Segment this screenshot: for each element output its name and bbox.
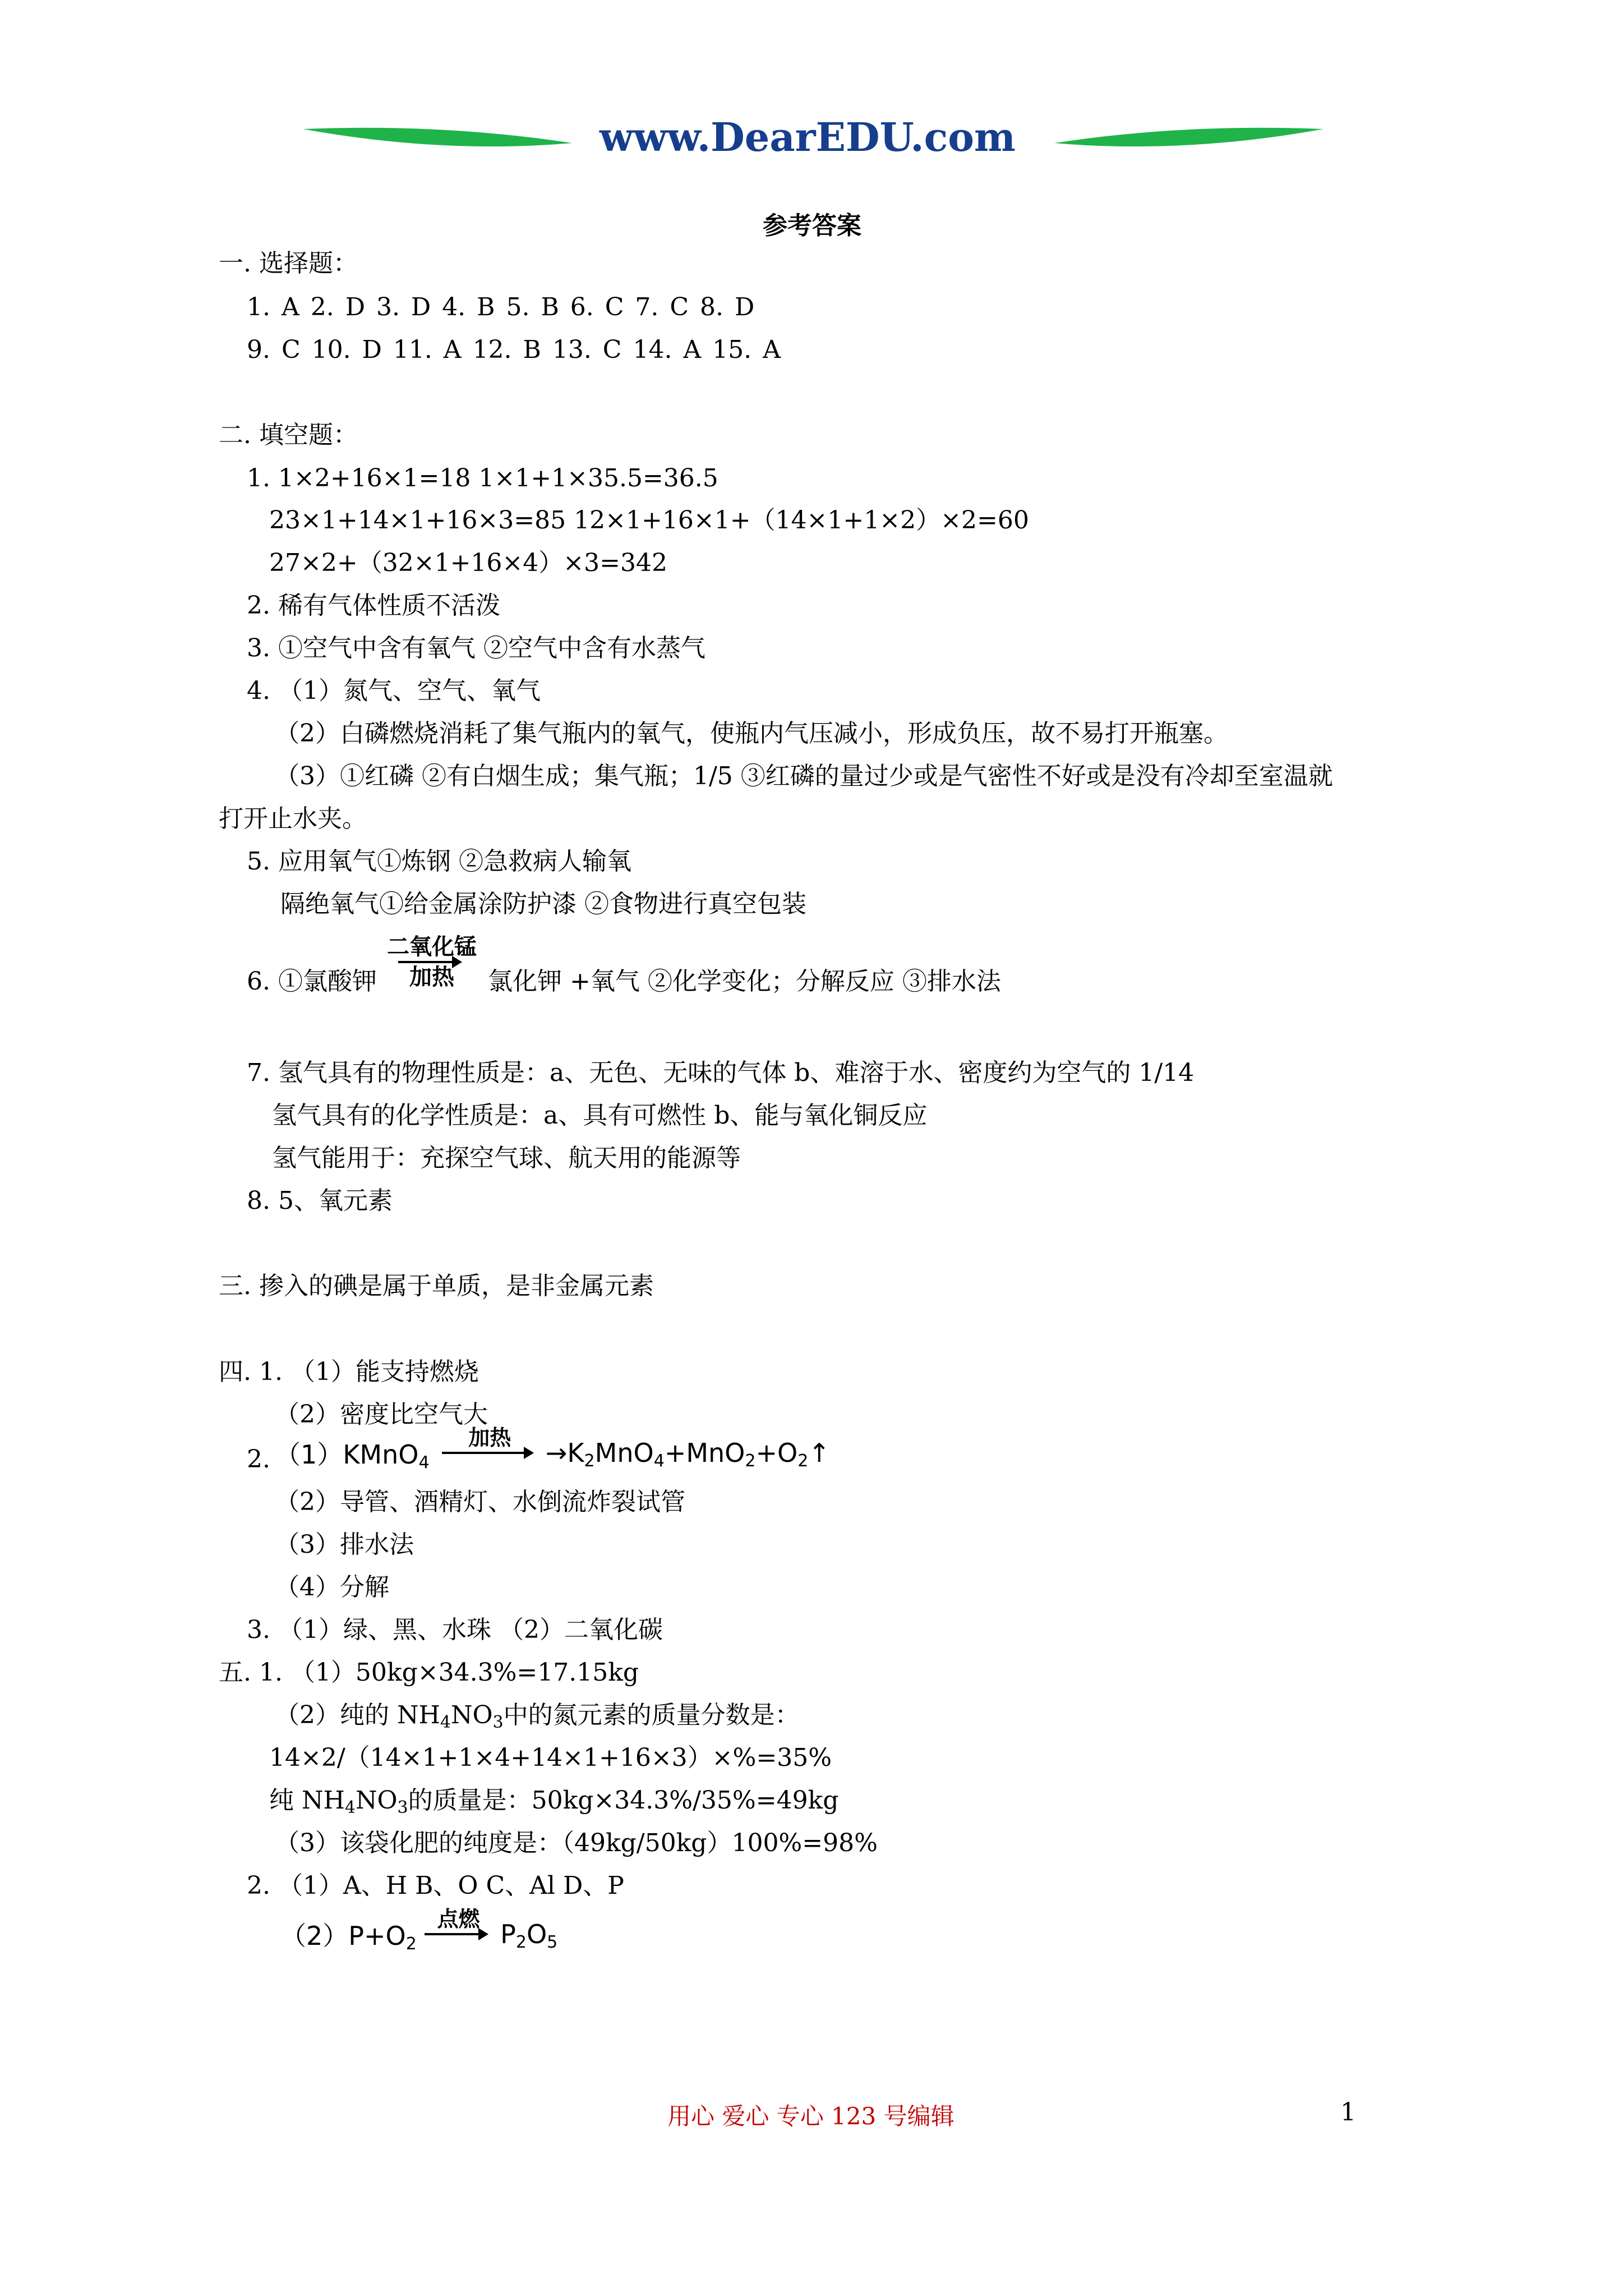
equation-p-o2 xyxy=(280,1906,557,1968)
section-3: 三. 掺入的碘是属于单质，是非金属元素 xyxy=(219,1272,654,1300)
section-4-2d: （4）分解 xyxy=(275,1573,389,1602)
section-5-2a: 2. （1）A、H B、O C、Al D、P xyxy=(247,1871,624,1900)
fill-8: 8. 5、氧元素 xyxy=(247,1186,393,1215)
condition-label: 加热 xyxy=(409,964,454,990)
fill-7c: 氢气能用于：充探空气球、航天用的能源等 xyxy=(272,1144,741,1172)
section-4-1b: （2）密度比空气大 xyxy=(275,1400,488,1429)
fill-7a: 7. 氢气具有的物理性质是：a、无色、无味的气体 b、难溶于水、密度约为空气的 1/14 xyxy=(247,1059,1195,1087)
fill-4d: 打开止水夹。 xyxy=(219,804,367,833)
page-number: 1 xyxy=(1340,2098,1356,2127)
eq-condition: 加热 xyxy=(468,1425,511,1450)
fill-5b: 隔绝氧气①给金属涂防护漆 ②食物进行真空包装 xyxy=(280,890,806,918)
section-5-1a: 五. 1. （1）50kg×34.3%=17.15kg xyxy=(219,1658,639,1687)
fill-4a: 4. （1）氮气、空气、氧气 xyxy=(247,677,541,705)
fill-6-pre: 6. ①氯酸钾 xyxy=(247,967,377,996)
catalyst-label: 二氧化锰 xyxy=(387,934,477,960)
site-logo-text: www.DearEDU.com xyxy=(599,114,1016,160)
reaction-arrow-6 xyxy=(381,934,482,990)
fill-1c: 27×2+（32×1+16×4）×3=342 xyxy=(269,549,667,577)
fill-5a: 5. 应用氧气①炼钢 ②急救病人输氧 xyxy=(247,847,631,876)
section-2-title: 二. 填空题： xyxy=(219,421,358,449)
section-5-1b: （2）纯的 $NH_4NO_3$中的氮元素的质量分数是： xyxy=(275,1701,800,1732)
section-4-3: 3. （1）绿、黑、水珠 （2）二氧化碳 xyxy=(247,1616,663,1644)
fill-4c: （3）①红磷 ②有白烟生成；集气瓶；1/5 ③红磷的量过少或是气密性不好或是没有冷却至室温就 xyxy=(275,762,1333,790)
section-4-2a-num: 2. xyxy=(247,1445,270,1474)
eq2-product: $P_2O_5$ xyxy=(500,1919,558,1952)
fill-6-post: 氯化钾 +氧气 ②化学变化；分解反应 ③排水法 xyxy=(488,967,1001,996)
section-5-1c: 14×2/（14×1+1×4+14×1+16×3）×%=35% xyxy=(269,1743,832,1772)
eq-reactant: （1）KMnO$_4$ xyxy=(275,1439,430,1473)
footer-credit: 用心 爱心 专心 123 号编辑 xyxy=(667,2102,955,2130)
eq2-condition: 点燃 xyxy=(437,1907,480,1931)
section-5-1d: 纯 $NH_4NO_3$的质量是：50kg×34.3%/35%=49kg xyxy=(269,1786,839,1818)
fill-4b: （2）白磷燃烧消耗了集气瓶内的氧气，使瓶内气压减小，形成负压，故不易打开瓶塞。 xyxy=(275,719,1228,748)
eq2-reactants: $(2)P+O_2$ xyxy=(280,1921,417,1954)
page-title: 参考答案 xyxy=(763,211,861,240)
fill-1a: 1. 1×2+16×1=18 1×1+1×35.5=36.5 xyxy=(247,464,718,493)
section-4-2c: （3）排水法 xyxy=(275,1530,414,1559)
answer-row-1: 1. A 2. D 3. D 4. B 5. B 6. C 7. C 8. D xyxy=(247,293,755,321)
eq2-arrow xyxy=(425,1906,492,1962)
equation-kmno4 xyxy=(275,1425,830,1487)
section-4-1a: 四. 1. （1）能支持燃烧 xyxy=(219,1358,479,1386)
answer-row-2: 9. C 10. D 11. A 12. B 13. C 14. A 15. A xyxy=(247,335,781,364)
section-1-title: 一. 选择题： xyxy=(219,249,358,278)
eq-arrow xyxy=(442,1425,537,1481)
fill-1b: 23×1+14×1+16×3=85 12×1+16×1+（14×1+1×2）×2=60 xyxy=(269,506,1029,535)
eq-products: $\to K_2MnO_4+MnO_2+O_2↑$ xyxy=(545,1438,830,1471)
fill-3: 3. ①空气中含有氧气 ②空气中含有水蒸气 xyxy=(247,634,706,662)
fill-7b: 氢气具有的化学性质是：a、具有可燃性 b、能与氧化铜反应 xyxy=(272,1101,928,1130)
section-5-1e: （3）该袋化肥的纯度是：（49kg/50kg）100%=98% xyxy=(275,1829,878,1857)
section-4-2b: （2）导管、酒精灯、水倒流炸裂试管 xyxy=(275,1488,685,1516)
fill-2: 2. 稀有气体性质不活泼 xyxy=(247,591,500,620)
